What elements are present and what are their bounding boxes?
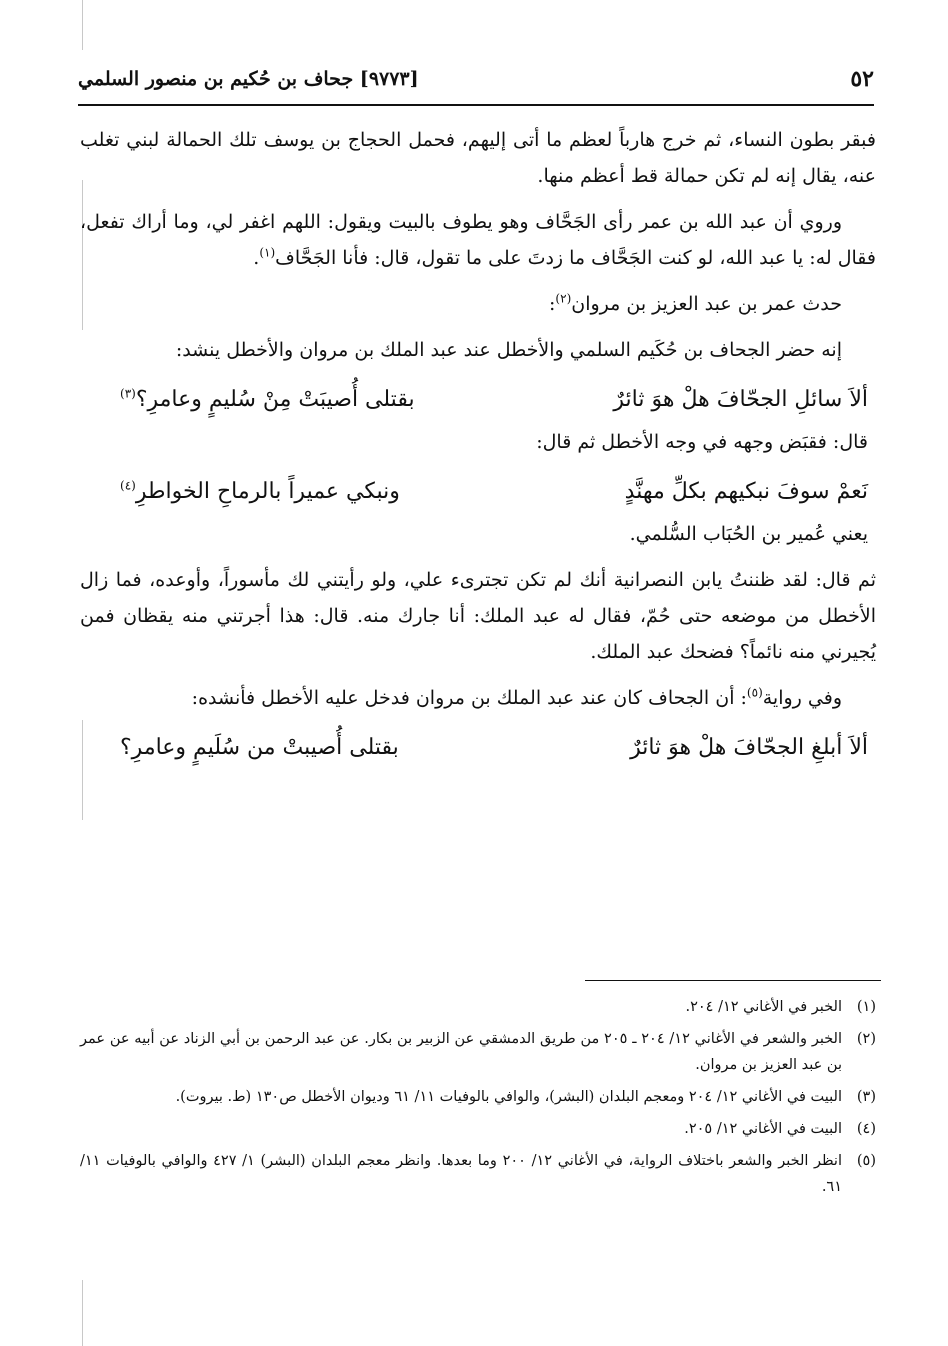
main-text bbox=[80, 122, 876, 772]
page-number: ٥٢ bbox=[850, 66, 874, 92]
footnote-ref[interactable]: (٢) bbox=[555, 291, 572, 306]
paragraph bbox=[80, 424, 876, 460]
verse-line bbox=[80, 378, 876, 422]
footnote bbox=[80, 994, 876, 1020]
footnote-ref[interactable]: (٣) bbox=[120, 386, 136, 401]
footnotes bbox=[80, 994, 876, 1206]
paragraph bbox=[80, 516, 876, 552]
paragraph-text: : أن الجحاف كان عند عبد الملك بن مروان فدخل عليه الأخطل فأنشده: bbox=[191, 687, 747, 709]
paragraph-text: فبقر بطون النساء، ثم خرج هارباً لعظم ما أتى إليهم، فحمل الحجاج بن يوسف تلك الحمالة لبني تغلب عنه، يقال إنه لم تكن حمالة قط أعظم منها. bbox=[80, 129, 876, 187]
paragraph bbox=[80, 286, 876, 322]
paragraph bbox=[80, 680, 876, 716]
footnote-number: (١) bbox=[856, 999, 876, 1015]
footnote bbox=[80, 1084, 876, 1110]
footnote-ref[interactable]: (٤) bbox=[120, 478, 136, 493]
verse-hemistich bbox=[120, 474, 400, 510]
paragraph-text: قال: فقبَض وجهه في وجه الأخطل ثم قال: bbox=[536, 431, 868, 453]
footnote-number: (٢) bbox=[856, 1031, 876, 1047]
footnote-text: الخبر والشعر في الأغاني ١٢/ ٢٠٤ ـ ٢٠٥ من طريق الدمشقي عن الزبير بن بكار. عن عبد الرحمن بن أبي الزناد عن أبيه عن عمر بن عبد العزيز بن مروان. bbox=[80, 1031, 843, 1073]
verse-line bbox=[80, 726, 876, 770]
footnote-text: البيت في الأغاني ١٢/ ٢٠٥. bbox=[684, 1121, 842, 1137]
footnote-number: (٣) bbox=[856, 1089, 876, 1105]
verse-text: ونبكي عميراً بالرماحِ الخواطرِ bbox=[135, 479, 400, 504]
verse-text: بقتلى أُصيبَتْ مِنْ سُليمٍ وعامرِ؟ bbox=[135, 387, 415, 412]
paragraph-text: وفي رواية bbox=[762, 687, 842, 709]
running-title: [٩٧٧٣] جحاف بن حُكيم بن منصور السلمي bbox=[78, 68, 419, 90]
footnote-ref[interactable]: (١) bbox=[259, 245, 276, 260]
margin-line bbox=[82, 0, 83, 50]
punctuation: . bbox=[253, 247, 260, 269]
paragraph-text: يعني عُمير بن الحُبَاب السُّلمي. bbox=[629, 523, 868, 545]
paragraph-text: حدث عمر بن عبد العزيز بن مروان bbox=[571, 293, 842, 315]
footnote-text: انظر الخبر والشعر باختلاف الرواية، في الأغاني ١٢/ ٢٠٠ وما بعدها. وانظر معجم البلدان (البشر) ١/ ٤٢٧ والوافي بالوفيات ١١/ ٦١. bbox=[80, 1153, 842, 1195]
paragraph bbox=[80, 332, 876, 368]
verse-hemistich: ألاَ سائلِ الجحّافَ هلْ هوَ ثائرٌ bbox=[613, 387, 868, 412]
footnote-text: البيت في الأغاني ١٢/ ٢٠٤ ومعجم البلدان (البشر)، والوافي بالوفيات ١١/ ٦١ وديوان الأخطل ص١٣٠ (ط. بيروت). bbox=[175, 1089, 842, 1105]
verse-hemistich: نَعمْ سوفَ نبكيهم بكلِّ مهنَّدٍ bbox=[624, 479, 868, 504]
footnote-number: (٤) bbox=[856, 1121, 876, 1137]
paragraph bbox=[80, 122, 876, 194]
footnote-text: الخبر في الأغاني ١٢/ ٢٠٤. bbox=[685, 999, 842, 1015]
footnote-rule bbox=[585, 980, 881, 981]
footnote bbox=[80, 1116, 876, 1142]
verse-hemistich: ألاَ أبلغِ الجحّافَ هلْ هوَ ثائرٌ bbox=[630, 735, 868, 760]
footnote-number: (٥) bbox=[856, 1153, 876, 1169]
margin-line bbox=[82, 1280, 83, 1346]
page-header bbox=[78, 62, 874, 96]
verse-hemistich: بقتلى أُصيبتْ من سُلَيمٍ وعامرِ؟ bbox=[120, 735, 399, 760]
paragraph-text: ثم قال: لقد ظننتُ يابن النصرانية أنك لم تكن تجترىء علي، ولو رأيتني لك مأسوراً، وأوعده، فما زال الأخطل من موضعه حتى حُمّ، فقال له عبد الملك: أنا جارك منه. قال: هذا أجرتني منه يقظان فمن يُجيرني منه نائماً؟ فضحك عبد الملك. bbox=[80, 569, 876, 663]
paragraph bbox=[80, 562, 876, 670]
header-rule bbox=[78, 104, 874, 106]
punctuation: : bbox=[549, 293, 556, 315]
footnote-ref[interactable]: (٥) bbox=[746, 685, 763, 700]
verse-hemistich bbox=[120, 382, 415, 418]
footnote bbox=[80, 1148, 876, 1200]
verse-line bbox=[80, 470, 876, 514]
footnote bbox=[80, 1026, 876, 1078]
paragraph-text: وروي أن عبد الله بن عمر رأى الجَحَّاف وهو يطوف بالبيت ويقول: اللهم اغفر لي، وما أراك تفعل، فقال له: يا عبد الله، لو كنت الجَحَّاف ما زدتَ على ما تقول، قال: فأنا الجَحَّاف bbox=[80, 211, 876, 269]
paragraph bbox=[80, 204, 876, 276]
paragraph-text: إنه حضر الجحاف بن حُكَيم السلمي والأخطل عند عبد الملك بن مروان والأخطل ينشد: bbox=[175, 339, 842, 361]
